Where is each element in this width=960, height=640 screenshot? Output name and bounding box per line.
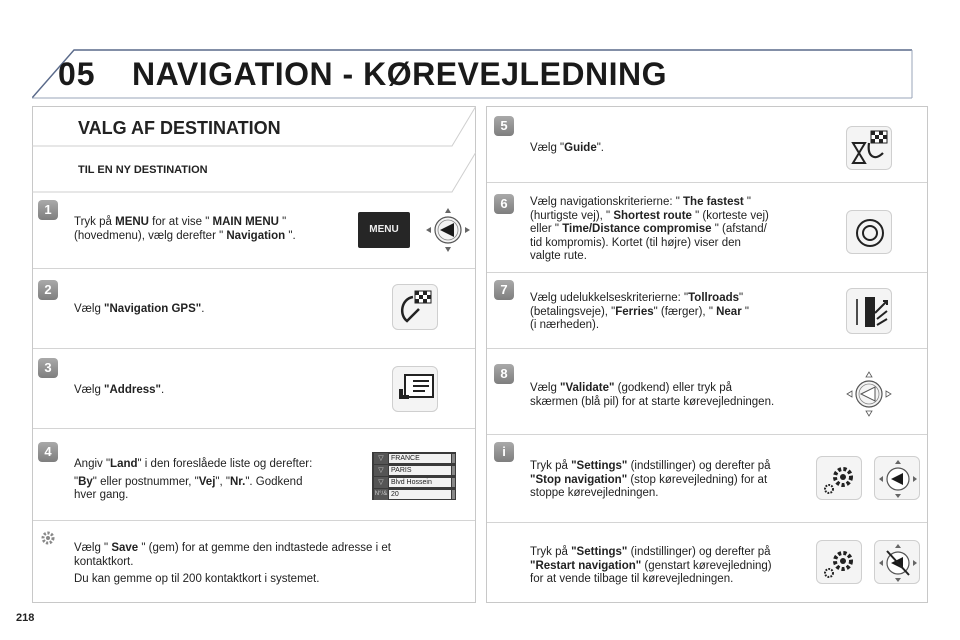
step-badge-4: 4	[38, 442, 58, 462]
step-3-text: Vælg "Address".	[74, 384, 165, 396]
stop-navigation-text: Tryk på "Settings" (indstillinger) og derefter på "Stop navigation" (stop kørevejledning) for at stoppe kørevejledningen.	[530, 460, 771, 499]
divider	[33, 348, 475, 349]
sub-title: TIL EN NY DESTINATION	[78, 164, 208, 176]
address-icon[interactable]	[392, 366, 438, 412]
step-badge-5: 5	[494, 116, 514, 136]
divider	[487, 348, 927, 349]
gear-icon	[38, 528, 58, 548]
step-badge-2: 2	[38, 280, 58, 300]
restart-navigation-text: Tryk på "Settings" (indstillinger) og derefter på "Restart navigation" (genstart kørevejledning) for at vende tilbage til kørevejledningen.	[530, 546, 772, 585]
step-1-text: Tryk på MENU for at vise " MAIN MENU " (hovedmenu), vælg derefter " Navigation ".	[74, 216, 296, 242]
guide-icon[interactable]	[846, 126, 892, 170]
step-4-text: Angiv "Land" i den foreslåede liste og derefter: "By" eller postnummer, "Vej", "Nr.". Godkend hver gang.	[74, 458, 313, 501]
divider	[487, 182, 927, 183]
divider	[487, 272, 927, 273]
list-item[interactable]: ▽ FRANCE	[372, 453, 456, 464]
page-number: 218	[16, 612, 35, 624]
step-5-text: Vælg "Guide".	[530, 142, 604, 154]
route-criteria-icon[interactable]	[846, 210, 892, 254]
chapter-title: NAVIGATION - KØREVEJLEDNING	[132, 56, 668, 92]
chapter-number: 05	[58, 56, 96, 92]
dropdown-triangle-icon: ▽	[374, 453, 388, 464]
step-badge-3: 3	[38, 358, 58, 378]
joystick-icon[interactable]	[424, 206, 472, 254]
divider	[33, 428, 475, 429]
info-badge: i	[494, 442, 514, 462]
restart-joystick-icon[interactable]	[874, 540, 920, 584]
settings-gear-icon[interactable]	[816, 540, 862, 584]
list-item[interactable]: ▽ Blvd Hossein	[372, 477, 456, 488]
right-column-frame	[486, 106, 928, 603]
list-item[interactable]: ▽ PARIS	[372, 465, 456, 476]
step-badge-8: 8	[494, 364, 514, 384]
step-8-text: Vælg "Validate" (godkend) eller tryk på skærmen (blå pil) for at starte kørevejledningen.	[530, 382, 775, 408]
dropdown-triangle-icon: ▽	[374, 465, 388, 476]
settings-gear-icon[interactable]	[816, 456, 862, 500]
step-badge-1: 1	[38, 200, 58, 220]
settings-badge	[38, 528, 58, 548]
divider	[487, 434, 927, 435]
step-badge-7: 7	[494, 280, 514, 300]
step-2-text: Vælg "Navigation GPS".	[74, 303, 205, 315]
section-title: VALG AF DESTINATION	[78, 118, 281, 138]
list-item[interactable]: N°/& 20	[372, 489, 456, 500]
divider	[487, 522, 927, 523]
dropdown-triangle-icon: ▽	[374, 477, 388, 488]
exclusion-criteria-icon[interactable]	[846, 288, 892, 334]
address-entry-list	[372, 452, 456, 500]
divider	[33, 520, 475, 521]
joystick-icon[interactable]	[874, 456, 920, 500]
divider	[33, 268, 475, 269]
step-7-text: Vælg udelukkelseskriterierne: "Tollroads" (betalingsveje), "Ferries" (færger), " Near " (i nærheden).	[530, 292, 749, 331]
save-note-text: Vælg " Save " (gem) for at gemme den indtastede adresse i et kontaktkort. Du kan gemme op til 200 kontaktkort i systemet.	[74, 542, 391, 585]
navigation-gps-icon[interactable]	[392, 284, 438, 330]
step-6-text: Vælg navigationskriterierne: " The fastest " (hurtigste vej), " Shortest route " (korteste vej) eller " Time/Distance compromise " (afstand/ tid kompromis). Kortet (til højre) viser den valgte rute.	[530, 196, 769, 262]
step-badge-6: 6	[494, 194, 514, 214]
menu-button[interactable]: MENU	[358, 212, 410, 248]
validate-joystick-icon[interactable]	[844, 370, 894, 418]
